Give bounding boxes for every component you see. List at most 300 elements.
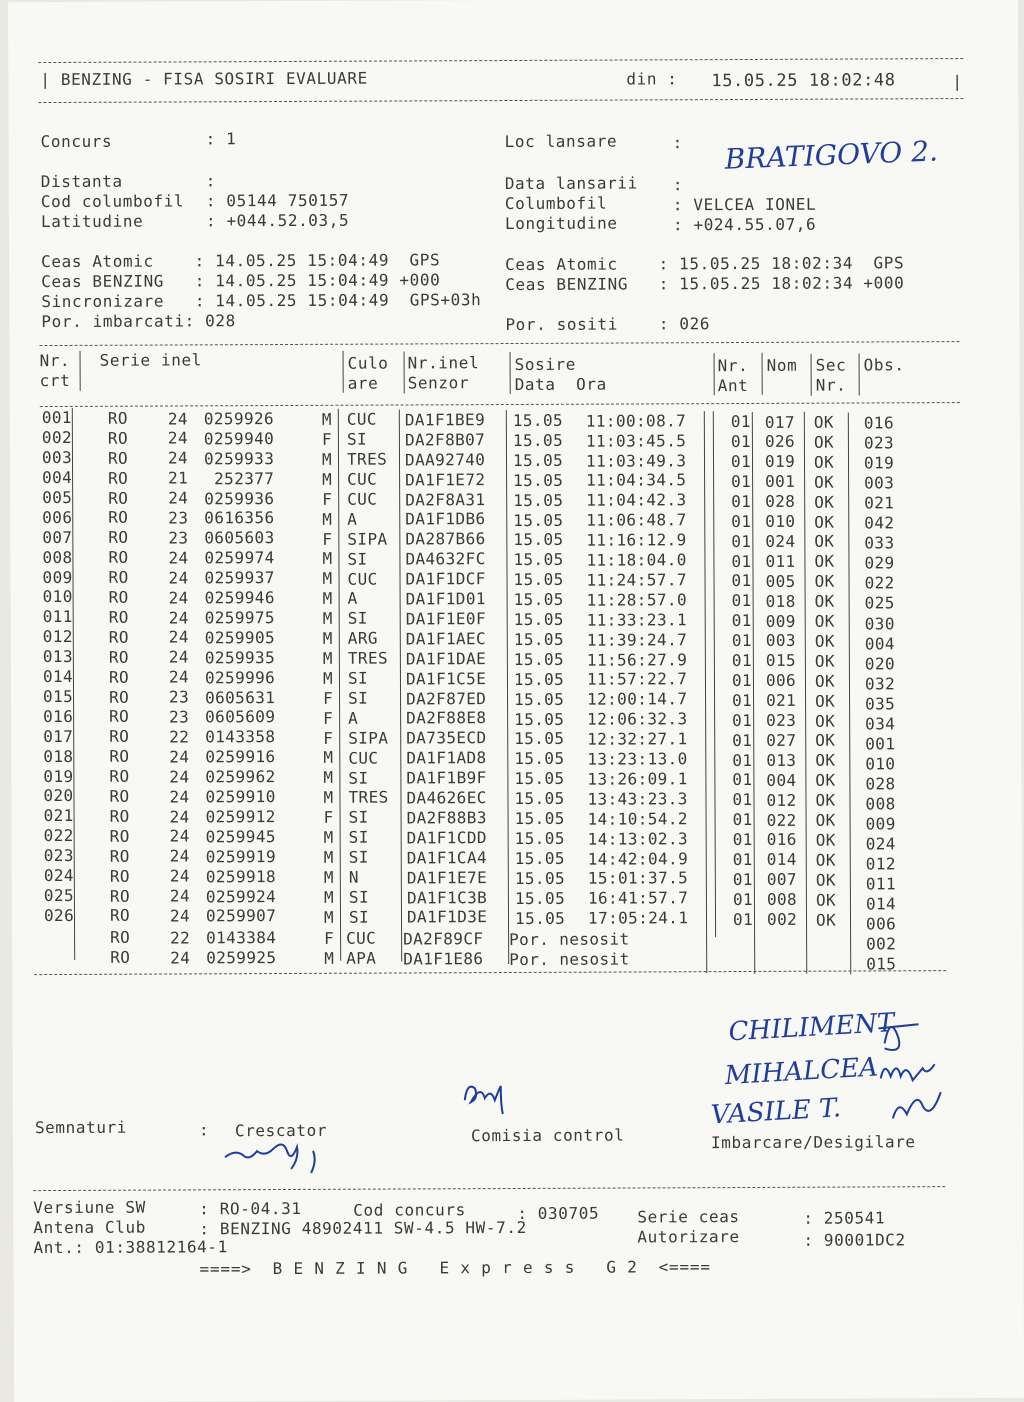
sex: F xyxy=(322,489,333,509)
arrival-date: 15.05 xyxy=(514,808,565,829)
security: OK xyxy=(814,512,835,532)
ring-number: 0259926 xyxy=(203,408,275,429)
ring-year: 24 xyxy=(167,448,189,468)
ring-number: 0259924 xyxy=(205,886,277,906)
nom: 002 xyxy=(766,909,798,929)
ring-number: 0143384 xyxy=(206,927,277,948)
sensor-id: DA1F1AEC xyxy=(405,628,487,649)
ring-number: 0616356 xyxy=(204,508,275,528)
antenna: 01 xyxy=(732,810,753,830)
ring-year: 24 xyxy=(168,607,189,628)
nom: 004 xyxy=(766,770,797,790)
arrival-time: 12:00:14.7 xyxy=(587,689,688,710)
antenna: 01 xyxy=(732,869,753,889)
cod-concurs-label: Cod concurs xyxy=(353,1200,466,1220)
cod-label: Cod columbofil xyxy=(40,191,185,212)
ring-year: 24 xyxy=(168,568,189,588)
arrival-date: 15.05 xyxy=(514,848,565,868)
color: SI xyxy=(347,668,369,688)
sensor-id: DA2F8B07 xyxy=(404,429,486,450)
row-number: 013 xyxy=(42,647,74,667)
antenna: 01 xyxy=(732,750,753,770)
country-code: RO xyxy=(108,488,129,508)
nom: 028 xyxy=(765,491,796,512)
arrival-time: 14:42:04.9 xyxy=(587,848,689,869)
sensor-id: DA1F1DCF xyxy=(405,569,486,589)
country-code: RO xyxy=(108,627,129,647)
obs-value: 016 xyxy=(863,413,894,433)
col-data-ora: Data Ora xyxy=(514,374,607,394)
row-number: 021 xyxy=(43,806,74,826)
obs-value: 019 xyxy=(863,453,895,473)
nom: 027 xyxy=(766,730,797,750)
arrived-count: Por. sositi : 026 xyxy=(505,314,711,335)
sex: M xyxy=(322,648,333,668)
long-label: Longitudine xyxy=(504,213,618,234)
ring-number: 0259937 xyxy=(204,568,275,588)
arrival-time: 11:56:27.9 xyxy=(586,649,688,670)
color: A xyxy=(348,708,359,728)
ring-year: 23 xyxy=(169,707,190,727)
nom: 013 xyxy=(766,750,797,770)
row-number: 010 xyxy=(42,587,73,607)
antenna: 01 xyxy=(731,571,752,591)
ant-line: Ant.: 01:38812164-1 xyxy=(33,1237,228,1258)
color: SI xyxy=(348,688,369,708)
obs-value: 009 xyxy=(865,814,896,834)
country-code: RO xyxy=(109,786,130,806)
sensor-id: DA1F1B9F xyxy=(406,768,487,788)
sex: F xyxy=(324,928,335,948)
sex: M xyxy=(323,768,334,788)
nom: 012 xyxy=(766,790,797,810)
ring-year: 24 xyxy=(168,488,189,508)
ring-year: 24 xyxy=(168,667,190,687)
arrival-date: 15.05 xyxy=(514,788,565,809)
obs-value: 042 xyxy=(864,513,895,533)
arrival-time: 11:04:34.5 xyxy=(586,470,687,491)
col-sosire: Sosire xyxy=(514,354,577,374)
serie-ceas-value: : 250541 xyxy=(803,1208,886,1228)
antena-value: : BENZING 48902411 SW-4.5 HW-7.2 xyxy=(199,1217,527,1239)
col-crt: crt xyxy=(39,370,71,391)
arrival-time: 11:24:57.7 xyxy=(586,570,687,590)
security: OK xyxy=(815,731,836,751)
color: SI xyxy=(348,887,370,907)
security: OK xyxy=(815,810,836,830)
antenna: 01 xyxy=(731,611,752,631)
header-bar: | xyxy=(952,72,963,92)
obs-value: 030 xyxy=(864,613,895,633)
security: OK xyxy=(814,492,835,512)
security: OK xyxy=(814,631,835,651)
arrival-status: Por. nesosit xyxy=(509,949,630,969)
country-code: RO xyxy=(108,587,129,607)
security: OK xyxy=(815,830,836,850)
color: SIPA xyxy=(347,529,388,549)
col-culoare-2: are xyxy=(347,373,379,393)
ring-number: 0259940 xyxy=(203,428,275,449)
col-obs: Obs. xyxy=(863,355,905,375)
obs-value: 004 xyxy=(864,633,895,654)
row-number: 008 xyxy=(42,547,73,567)
row-number: 018 xyxy=(43,746,74,766)
obs-value: 034 xyxy=(865,714,896,734)
color: SI xyxy=(348,807,369,828)
sex: M xyxy=(324,948,335,968)
color: SI xyxy=(348,907,370,927)
ring-year: 24 xyxy=(169,886,191,906)
ring-year: 24 xyxy=(169,906,191,926)
col-nr: Nr. xyxy=(39,350,71,371)
security: OK xyxy=(814,551,835,572)
row-number: 005 xyxy=(42,487,73,507)
distanta-value: : xyxy=(205,171,217,191)
signature-marks xyxy=(8,0,1024,1402)
comisia-label: Comisia control xyxy=(470,1125,625,1146)
sensor-id: DA2F87ED xyxy=(406,688,487,709)
antenna: 01 xyxy=(732,690,753,710)
row-number: 019 xyxy=(43,766,74,786)
columbofil-value: : VELCEA IONEL xyxy=(672,194,817,215)
arrival-time: 17:05:24.1 xyxy=(587,908,689,928)
obs-value: 024 xyxy=(865,834,896,854)
brand-line: ====> B E N Z I N G E x p r e s s G 2 <==== xyxy=(199,1257,711,1279)
ring-year: 24 xyxy=(169,826,190,846)
country-code: RO xyxy=(109,766,130,786)
obs-value: 001 xyxy=(865,734,896,754)
sex: F xyxy=(323,728,334,748)
color: TRES xyxy=(348,788,389,808)
obs-value: 033 xyxy=(864,533,895,553)
row-number: 012 xyxy=(42,627,73,647)
arrival-time: 11:28:57.0 xyxy=(586,590,687,610)
nom: 014 xyxy=(766,850,797,870)
row-number: 023 xyxy=(43,846,74,866)
sex: M xyxy=(323,887,335,907)
sex: M xyxy=(323,827,334,847)
security: OK xyxy=(815,691,836,711)
ring-year: 22 xyxy=(170,927,191,948)
country-code: RO xyxy=(107,428,129,448)
color: SI xyxy=(348,827,369,847)
signature-stroke xyxy=(465,1086,503,1114)
arrival-date: 15.05 xyxy=(513,629,565,649)
antenna: 01 xyxy=(731,511,752,531)
sensor-id: DA1F1E0F xyxy=(405,609,487,629)
row-number: 004 xyxy=(42,467,73,488)
nom: 005 xyxy=(765,571,796,591)
cod-value: : 05144 750157 xyxy=(205,190,350,211)
row-number: 011 xyxy=(42,607,73,627)
sensor-id: DAA92740 xyxy=(404,449,486,470)
antenna: 01 xyxy=(731,631,752,651)
sensor-id: DA4632FC xyxy=(405,549,486,569)
imbarcare-label: Imbarcare/Desigilare xyxy=(710,1132,916,1153)
row-number: 003 xyxy=(41,448,73,468)
row-number: 002 xyxy=(41,428,73,448)
country-code: RO xyxy=(109,806,130,826)
ring-number: 0259936 xyxy=(204,488,275,508)
clock-line: Ceas BENZING : 15.05.25 18:02:34 +000 xyxy=(505,273,905,295)
clock-line: Ceas Atomic : 15.05.25 18:02:34 GPS xyxy=(505,253,905,275)
country-code: RO xyxy=(109,906,131,926)
ring-number: 0259974 xyxy=(204,548,275,568)
clock-line: Ceas BENZING : 14.05.25 15:04:49 +000 xyxy=(41,270,441,292)
clock-line: Ceas Atomic : 14.05.25 15:04:49 GPS xyxy=(41,250,441,272)
long-value: : +024.55.07,6 xyxy=(672,214,817,235)
arrival-date: 15.05 xyxy=(514,868,566,888)
sex: M xyxy=(322,569,333,589)
color: SIPA xyxy=(348,728,389,748)
ring-number: 0259975 xyxy=(204,607,275,628)
arrival-date: 15.05 xyxy=(514,828,565,848)
obs-value: 008 xyxy=(865,794,896,814)
sensor-id: DA1F1E7E xyxy=(406,867,488,888)
antenna: 01 xyxy=(732,889,754,909)
sex: F xyxy=(323,708,334,728)
antenna: 01 xyxy=(732,730,753,750)
sex: M xyxy=(323,867,334,887)
handwritten-name-chiliment: CHILIMENT xyxy=(727,1008,896,1048)
sensor-id: DA1F1BE9 xyxy=(404,410,486,430)
security: OK xyxy=(815,910,837,930)
ring-number: 0259918 xyxy=(205,866,277,886)
country-code: RO xyxy=(110,927,131,947)
ring-year: 24 xyxy=(169,787,190,807)
country-code: RO xyxy=(109,727,130,747)
obs-value: 035 xyxy=(865,694,896,714)
security: OK xyxy=(814,671,836,691)
sensor-id: DA1F1AD8 xyxy=(406,748,487,768)
row-number: 016 xyxy=(43,706,74,726)
sensor-id: DA1F1E72 xyxy=(405,469,486,490)
country-code: RO xyxy=(107,448,129,468)
antenna: 01 xyxy=(730,432,752,452)
country-code: RO xyxy=(108,687,130,707)
ring-number: 0605603 xyxy=(204,528,275,548)
sex: M xyxy=(323,907,335,927)
arrival-date: 15.05 xyxy=(514,768,565,789)
arrival-date: 15.05 xyxy=(514,888,566,908)
sensor-id: DA1F1CDD xyxy=(406,827,487,848)
nom: 015 xyxy=(765,651,797,671)
country-code: RO xyxy=(109,846,130,866)
ring-year: 24 xyxy=(168,548,189,568)
arrival-date: 15.05 xyxy=(513,669,565,689)
arrival-time: 15:01:37.5 xyxy=(587,868,689,889)
sensor-id: DA2F88B3 xyxy=(406,808,487,828)
sensor-id: DA1F1DAE xyxy=(405,648,487,669)
data-lansarii-label: Data lansarii xyxy=(504,173,638,194)
col-culoare: Culo xyxy=(347,353,389,373)
color: A xyxy=(347,589,358,609)
arrival-date: 15.05 xyxy=(513,589,564,610)
nom: 016 xyxy=(766,830,797,850)
col-senzor: Senzor xyxy=(407,373,470,393)
signature-stroke xyxy=(893,1092,941,1118)
obs-value: 002 xyxy=(866,934,897,954)
sw-label: Versiune SW xyxy=(33,1197,146,1218)
ring-number: 0605631 xyxy=(204,687,276,707)
antena-label: Antena Club xyxy=(33,1217,146,1238)
row-number: 009 xyxy=(42,567,73,587)
data-lansarii-value: : xyxy=(672,175,684,195)
handwritten-location: BRATIGOVO 2. xyxy=(724,134,939,176)
arrival-time: 14:13:02.3 xyxy=(587,828,689,849)
row-number: 026 xyxy=(43,905,75,925)
country-code: RO xyxy=(108,508,129,528)
report-title: | BENZING - FISA SOSIRI EVALUARE xyxy=(40,68,368,90)
ring-year: 24 xyxy=(169,866,190,886)
country-code: RO xyxy=(109,707,130,727)
security: OK xyxy=(814,472,835,492)
obs-value: 022 xyxy=(864,573,895,593)
color: CUC xyxy=(348,748,379,768)
sex: M xyxy=(322,608,333,628)
sex: M xyxy=(323,748,334,768)
country-code: RO xyxy=(107,408,128,428)
antenna: 01 xyxy=(732,710,753,730)
color: SI xyxy=(347,549,368,569)
sensor-id: DA2F88E8 xyxy=(406,708,487,728)
ring-number: 0259933 xyxy=(203,448,275,469)
obs-value: 029 xyxy=(864,553,895,573)
col-sec-nr: Nr. xyxy=(815,375,847,395)
obs-value: 010 xyxy=(865,754,896,774)
ring-number: 0259916 xyxy=(205,747,276,767)
ring-number: 0259912 xyxy=(205,806,276,827)
ring-number: 0259925 xyxy=(206,947,277,968)
arrival-time: 13:23:13.0 xyxy=(587,749,688,769)
arrival-date: 15.05 xyxy=(513,649,565,669)
sex: M xyxy=(321,449,333,469)
ring-year: 24 xyxy=(170,947,191,968)
nom: 010 xyxy=(765,511,796,531)
clock-line: Sincronizare : 14.05.25 15:04:49 GPS+03h xyxy=(41,290,482,312)
nom: 009 xyxy=(765,611,796,631)
security: OK xyxy=(814,651,836,671)
sensor-id: DA735ECD xyxy=(406,728,487,748)
ring-number: 0259907 xyxy=(205,906,277,926)
sensor-id: DA287B66 xyxy=(405,529,486,549)
obs-value: 032 xyxy=(864,673,896,694)
color: TRES xyxy=(347,648,389,668)
arrival-time: 11:03:45.5 xyxy=(585,430,687,451)
security: OK xyxy=(814,591,835,611)
arrival-time: 12:32:27.1 xyxy=(587,729,688,749)
antenna: 01 xyxy=(730,451,752,472)
ring-number: 0259905 xyxy=(204,627,276,648)
security: OK xyxy=(813,452,835,472)
ring-year: 24 xyxy=(167,409,188,429)
arrival-time: 11:57:22.7 xyxy=(586,669,688,690)
nom: 026 xyxy=(764,432,796,452)
color: SI xyxy=(348,847,369,867)
arrival-time: 11:06:48.7 xyxy=(586,510,687,530)
color: TRES xyxy=(346,449,388,469)
security: OK xyxy=(814,571,835,591)
row-number: 007 xyxy=(42,527,73,547)
ring-year: 24 xyxy=(167,428,189,448)
sex: M xyxy=(323,847,334,867)
obs-value: 011 xyxy=(865,874,897,894)
antenna: 01 xyxy=(731,471,752,491)
sensor-id: DA4626EC xyxy=(406,788,487,808)
color: APA xyxy=(346,948,377,969)
cod-concurs-value: : 030705 xyxy=(517,1203,600,1223)
arrival-time: 14:10:54.2 xyxy=(587,808,688,829)
security: OK xyxy=(815,870,836,890)
arrival-date: 15.05 xyxy=(513,609,564,630)
nom: 023 xyxy=(766,710,797,730)
arrival-time: 13:26:09.1 xyxy=(587,769,688,789)
color: CUC xyxy=(347,569,378,589)
arrival-time: 12:06:32.3 xyxy=(587,709,688,729)
ring-year: 21 xyxy=(168,468,189,488)
handwritten-name-vasile: VASILE T. xyxy=(710,1093,842,1131)
color: N xyxy=(348,867,359,887)
arrival-date: 15.05 xyxy=(513,510,564,530)
arrival-date: 15.05 xyxy=(513,530,564,550)
obs-value: 006 xyxy=(865,914,897,934)
arrival-date: 15.05 xyxy=(513,550,564,570)
autorizare-label: Autorizare xyxy=(637,1227,740,1247)
row-number: 014 xyxy=(42,666,74,687)
row-number: 024 xyxy=(43,865,74,886)
sensor-id: DA1F1C3B xyxy=(406,887,488,908)
col-ant: Ant xyxy=(717,375,749,396)
country-code: RO xyxy=(108,567,129,587)
obs-value: 021 xyxy=(864,493,895,513)
arrival-time: 13:43:23.3 xyxy=(587,789,688,809)
sensor-id: DA1F1D01 xyxy=(405,589,486,609)
antenna: 01 xyxy=(731,531,752,551)
arrival-time: 11:33:23.1 xyxy=(586,609,688,630)
arrival-date: 15.05 xyxy=(512,410,564,431)
country-code: RO xyxy=(108,647,129,667)
signatures-label: Semnaturi xyxy=(34,1117,128,1138)
obs-value: 028 xyxy=(865,774,896,794)
nom: 006 xyxy=(765,671,797,691)
lat-label: Latitudine xyxy=(40,211,144,232)
antenna: 01 xyxy=(731,670,753,690)
sensor-id: DA1F1DB6 xyxy=(405,509,486,529)
security: OK xyxy=(814,532,835,552)
antenna: 01 xyxy=(730,412,751,432)
ring-number: 0259919 xyxy=(205,846,277,867)
sensor-id: DA1F1D3E xyxy=(406,907,488,927)
ring-number: 0259945 xyxy=(205,826,276,847)
color: SI xyxy=(346,429,368,449)
row-number: 020 xyxy=(43,786,74,806)
country-code: RO xyxy=(108,528,129,548)
arrival-time: 16:41:57.7 xyxy=(587,888,689,909)
serie-ceas-label: Serie ceas xyxy=(637,1207,740,1227)
loc-value: : xyxy=(672,133,683,153)
embarked-count: Por. imbarcati: 028 xyxy=(41,311,236,332)
date-label: din : xyxy=(626,69,678,89)
lat-value: : +044.52.03,5 xyxy=(205,210,350,231)
nom: 007 xyxy=(766,870,797,890)
obs-value: 020 xyxy=(864,653,896,674)
color: CUC xyxy=(347,469,378,489)
ring-year: 24 xyxy=(169,767,190,787)
report-sheet xyxy=(8,0,1024,1402)
ring-year: 24 xyxy=(168,647,189,667)
antenna: 01 xyxy=(731,650,753,671)
signature-stroke xyxy=(225,1144,315,1173)
